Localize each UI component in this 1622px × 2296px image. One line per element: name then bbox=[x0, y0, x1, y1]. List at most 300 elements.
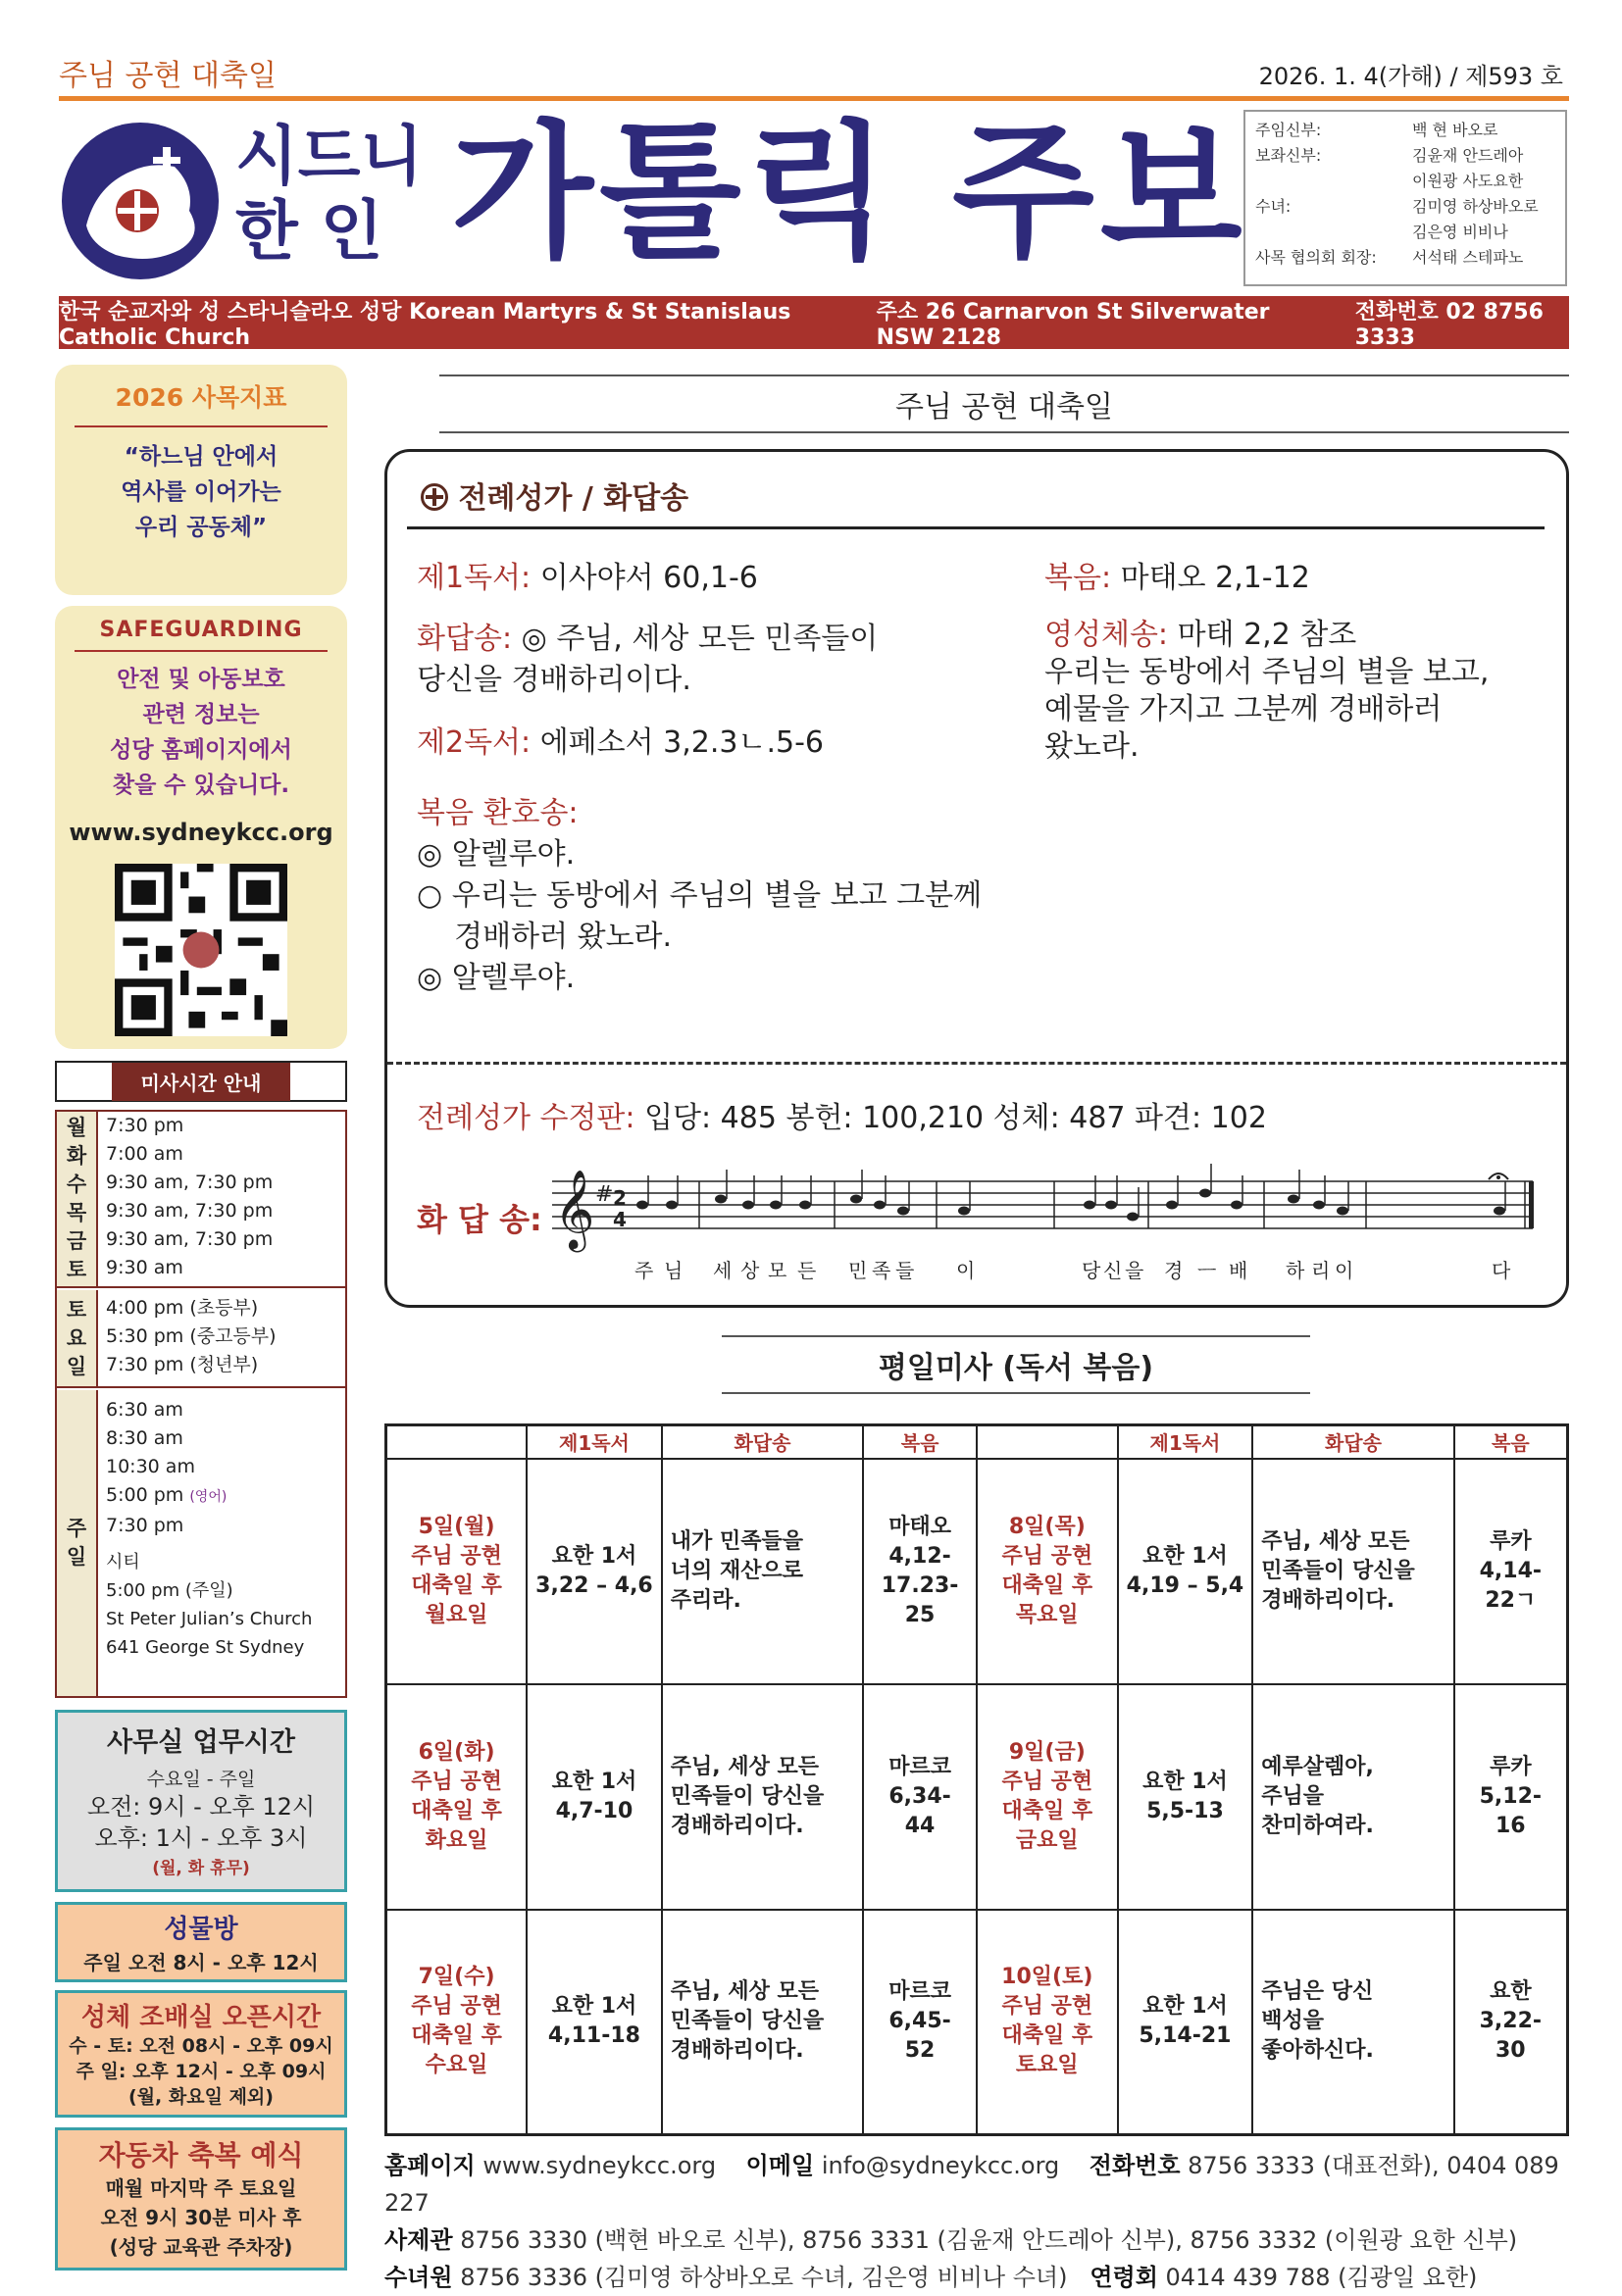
note bbox=[1166, 1201, 1178, 1210]
label: 제1독서: bbox=[417, 561, 532, 595]
church-address: 주소 26 Carnarvon St Silverwater NSW 2128 bbox=[876, 300, 1270, 350]
lyric-syllable: 하 bbox=[1286, 1259, 1305, 1282]
table-header-row bbox=[386, 1425, 1568, 1459]
lyric-syllable: 신 bbox=[1103, 1259, 1123, 1282]
col-header: 복음 bbox=[863, 1425, 977, 1459]
cell-line: 수요일 bbox=[425, 2053, 488, 2078]
adoration-title: 성체 조배실 오픈시간 bbox=[80, 2003, 322, 2032]
note bbox=[770, 1201, 782, 1210]
acc-line: ◎ 알렐루야. bbox=[417, 837, 576, 872]
value: 입당: 485 봉헌: 100,210 성체: 487 파견: 102 bbox=[644, 1101, 1267, 1135]
office-closed: (월, 화 휴무) bbox=[152, 1859, 250, 1878]
col-header: 제1독서 bbox=[1118, 1425, 1253, 1459]
adoration-line: (월, 화요일 제외) bbox=[128, 2086, 274, 2108]
psalm-cell bbox=[662, 1459, 863, 1684]
day-label: 토 bbox=[66, 1258, 87, 1281]
staff-role bbox=[1255, 169, 1412, 194]
value: 에페소서 3,2.3ㄴ.5-6 bbox=[539, 725, 824, 760]
cell-line: 주님 공현 bbox=[1001, 1769, 1093, 1794]
cell-line: 대축일 후 bbox=[411, 2023, 502, 2049]
mass-time: 4:00 pm (초등부) bbox=[106, 1297, 259, 1319]
cell-line: 7일(수) bbox=[418, 1965, 495, 1990]
mass-times-title: 미사시간 안내 bbox=[112, 1063, 291, 1101]
mass-time: 5:00 pm bbox=[106, 1484, 184, 1506]
cell-line: 주님, 세상 모든 bbox=[670, 1754, 819, 1779]
cell-line: 백성을 bbox=[1261, 2009, 1325, 2034]
cell-line: 경배하리이다. bbox=[1261, 1587, 1395, 1613]
psalm-cell bbox=[1252, 1459, 1453, 1684]
day-label: 목 bbox=[66, 1201, 87, 1224]
city-line: 시티 bbox=[106, 1552, 140, 1572]
cell-line: 4,14- bbox=[1479, 1558, 1543, 1583]
cell-line: 17.23- bbox=[881, 1572, 959, 1598]
church-name: 한국 순교자와 성 스타니슬라오 성당 Korean Martyrs & St Stanislaus Catholic Church bbox=[59, 300, 791, 350]
weekday-mass-title bbox=[722, 1335, 1310, 1394]
feast-title: 주님 공현 대축일 bbox=[59, 59, 277, 93]
staff-role bbox=[1255, 220, 1412, 245]
mass-time: 7:30 pm bbox=[106, 1115, 184, 1136]
issue-info: 2026. 1. 4(가해) / 제593 호 bbox=[1258, 63, 1563, 90]
svg-text:#: # bbox=[595, 1182, 614, 1207]
shop-box bbox=[55, 1902, 347, 1982]
cell-line: 주님, 세상 모든 bbox=[670, 1979, 819, 2005]
funeral-phone: 0414 439 788 (김광일 요한) bbox=[1165, 2264, 1478, 2291]
col-header: 제1독서 bbox=[527, 1425, 662, 1459]
title-line-1: 시드니 bbox=[235, 119, 424, 194]
car-line: 매월 마지막 주 토요일 bbox=[105, 2176, 297, 2200]
city-line: 641 George St Sydney bbox=[106, 1637, 305, 1658]
cell-line: 찬미하여라. bbox=[1261, 1813, 1374, 1838]
cell-line: 4,19 – 5,4 bbox=[1126, 1572, 1244, 1598]
cell-line: 내가 민족들을 bbox=[670, 1528, 803, 1554]
cell-line: 루카 bbox=[1490, 1754, 1532, 1779]
cell-line: 주님은 당신 bbox=[1261, 1979, 1374, 2005]
col-header: 화답송 bbox=[662, 1425, 863, 1459]
weekday-masses bbox=[57, 1112, 345, 1288]
staff-name: 서석태 스테파노 bbox=[1412, 248, 1524, 267]
mass-time: 6:30 am bbox=[106, 1399, 183, 1421]
liturgy-box bbox=[384, 449, 1569, 1308]
cell-line: 3,22 – 4,6 bbox=[535, 1572, 653, 1598]
reading-cell bbox=[1118, 1459, 1253, 1684]
qr-code[interactable] bbox=[115, 864, 287, 1036]
cell-line: 요한 1서 bbox=[551, 1769, 637, 1794]
day-label: 월 bbox=[66, 1116, 87, 1139]
first-reading bbox=[417, 558, 758, 599]
cell-line: 4,12- bbox=[888, 1543, 951, 1569]
psalm bbox=[417, 619, 878, 701]
weekday-readings-table bbox=[384, 1423, 1569, 2136]
label: 수녀원 bbox=[384, 2264, 453, 2291]
staff-name: 이원광 사도요한 bbox=[1412, 172, 1524, 190]
gospel-cell bbox=[863, 1910, 977, 2135]
safe-line: 찾을 수 있습니다. bbox=[112, 773, 290, 798]
psalm-cell bbox=[662, 1684, 863, 1910]
title-line-2: 한 인 bbox=[235, 193, 383, 269]
cell-line: 루카 bbox=[1490, 1528, 1532, 1554]
cell-line: 대축일 후 bbox=[1001, 1798, 1093, 1823]
day-labels bbox=[57, 1112, 98, 1286]
motto-line: “하느님 안에서 bbox=[124, 444, 279, 470]
car-blessing-box bbox=[55, 2127, 347, 2271]
cell-line: 4,11-18 bbox=[547, 2023, 640, 2049]
section-title bbox=[439, 374, 1569, 433]
label: 전례성가 수정판: bbox=[417, 1101, 635, 1135]
car-line: (성당 교육관 주차장) bbox=[109, 2235, 293, 2259]
day-label: 주 bbox=[66, 1517, 87, 1540]
time-list bbox=[98, 1390, 312, 1696]
cell-line: 주님을 bbox=[1261, 1783, 1325, 1809]
table-row bbox=[386, 1684, 1568, 1910]
footer-line-1 bbox=[384, 2147, 1581, 2221]
city-line: St Peter Julian’s Church bbox=[106, 1609, 313, 1629]
mass-time: 7:30 pm bbox=[106, 1515, 184, 1536]
cell-line: 44 bbox=[904, 1813, 936, 1838]
lyric-syllable: 다 bbox=[1492, 1259, 1511, 1282]
title-catholic-bulletin: 가톨릭 주보 bbox=[451, 108, 1248, 278]
cell-line: 예루살렘아, bbox=[1261, 1754, 1374, 1779]
note bbox=[897, 1207, 909, 1216]
office-hours-box bbox=[55, 1710, 347, 1892]
lyric-syllable: 리 bbox=[1311, 1259, 1331, 1282]
cell-line: 22ㄱ bbox=[1485, 1587, 1537, 1613]
section-title-text: 주님 공현 대축일 bbox=[895, 390, 1113, 424]
shop-title: 성물방 bbox=[164, 1915, 238, 1944]
note bbox=[1313, 1201, 1325, 1210]
office-pm: 오후: 1시 - 오후 3시 bbox=[94, 1824, 308, 1852]
comm-line: 우리는 동방에서 주님의 별을 보고, bbox=[1044, 655, 1490, 689]
cell-line: 좋아하신다. bbox=[1261, 2038, 1374, 2064]
day-label: 토 bbox=[66, 1297, 87, 1322]
cell-line: 6,45- bbox=[888, 2009, 951, 2034]
shop-time: 주일 오전 8시 - 오후 12시 bbox=[83, 1951, 319, 1974]
cell-line: 4,7-10 bbox=[555, 1798, 634, 1823]
motto-text bbox=[55, 439, 347, 545]
note bbox=[1337, 1207, 1348, 1216]
car-blessing-title: 자동차 축복 예식 bbox=[98, 2139, 304, 2171]
svg-text:𝄞: 𝄞 bbox=[554, 1169, 595, 1249]
label: 복음 환호송: bbox=[417, 796, 579, 830]
time-list bbox=[98, 1112, 273, 1286]
staff-name: 김은영 비비나 bbox=[1412, 223, 1508, 241]
note bbox=[636, 1201, 648, 1210]
cell-line: 대축일 후 bbox=[411, 1572, 502, 1598]
cell-line: 경배하리이다. bbox=[670, 1813, 804, 1838]
adoration-line: 수 - 토: 오전 08시 - 오후 09시 bbox=[69, 2035, 333, 2057]
footer-line-3 bbox=[384, 2259, 1581, 2296]
lyric-syllable: 을 bbox=[1125, 1259, 1144, 1282]
table-row bbox=[386, 1910, 1568, 2135]
day-label: 요 bbox=[66, 1325, 87, 1350]
lyric-syllable: 주 bbox=[634, 1259, 654, 1282]
cell-line: 30 bbox=[1495, 2038, 1526, 2064]
divider bbox=[387, 1062, 1566, 1065]
mass-time: 10:30 am bbox=[106, 1456, 195, 1477]
acc-line: 경배하러 왔노라. bbox=[417, 920, 673, 954]
gospel bbox=[1044, 558, 1310, 599]
cross-icon bbox=[421, 483, 448, 511]
gospel-cell bbox=[1454, 1459, 1568, 1684]
cell-line: 주님 공현 bbox=[411, 1769, 502, 1794]
cell-line: 9일(금) bbox=[1008, 1739, 1086, 1765]
cell-line: 민족들이 당신을 bbox=[1261, 1558, 1415, 1583]
note bbox=[666, 1201, 678, 1210]
divider bbox=[407, 526, 1545, 529]
lyric-syllable: 모 bbox=[768, 1259, 787, 1282]
day-label: 금 bbox=[66, 1229, 87, 1253]
rectory-phones: 8756 3330 (백현 바오로 신부), 8756 3331 (김윤재 안드레아 신부), 8756 3332 (이원광 요한 신부) bbox=[460, 2226, 1518, 2254]
col-header: 복음 bbox=[1454, 1425, 1568, 1459]
mass-time: 9:30 am, 7:30 pm bbox=[106, 1200, 274, 1222]
cell-line: 주님 공현 bbox=[411, 1543, 502, 1569]
mass-times-table bbox=[55, 1110, 347, 1698]
svg-text:2: 2 bbox=[613, 1186, 627, 1210]
cell-line: 마태오 bbox=[888, 1514, 951, 1539]
cell-line: 화요일 bbox=[425, 1827, 488, 1853]
city-line: 5:00 pm (주일) bbox=[106, 1580, 233, 1601]
car-line: 오전 9시 30분 미사 후 bbox=[100, 2206, 302, 2229]
day-cell bbox=[977, 1459, 1118, 1684]
cell-line: 너의 재산으로 bbox=[670, 1558, 803, 1583]
day-cell bbox=[386, 1459, 528, 1684]
label: 전화번호 bbox=[1089, 2152, 1181, 2179]
note bbox=[1288, 1195, 1299, 1204]
mass-time: 7:00 am bbox=[106, 1143, 183, 1165]
safe-line: 성당 홈페이지에서 bbox=[110, 737, 292, 763]
header-rule bbox=[59, 96, 1569, 101]
day-labels bbox=[57, 1390, 98, 1696]
note bbox=[1127, 1213, 1139, 1222]
label: 연령회 bbox=[1090, 2264, 1158, 2291]
lyric-syllable: 세 bbox=[713, 1259, 733, 1282]
liturgy-heading-text: 전례성가 / 화답송 bbox=[458, 481, 689, 516]
note bbox=[1231, 1201, 1242, 1210]
cell-line: 대축일 후 bbox=[1001, 1572, 1093, 1598]
label: 제2독서: bbox=[417, 725, 532, 760]
church-banner bbox=[59, 296, 1569, 349]
office-days: 수요일 - 주일 bbox=[146, 1769, 256, 1790]
cell-line: 16 bbox=[1495, 1813, 1526, 1838]
mass-time: 9:30 am, 7:30 pm bbox=[106, 1228, 274, 1250]
cell-line: 요한 1서 bbox=[1142, 1769, 1228, 1794]
homepage-link[interactable]: www.sydneykcc.org bbox=[482, 2152, 717, 2179]
hymn-numbers bbox=[417, 1093, 1267, 1136]
cell-line: 5,5-13 bbox=[1146, 1798, 1224, 1823]
day-label: 일 bbox=[66, 1354, 87, 1378]
col-header bbox=[977, 1425, 1118, 1459]
lyric-syllable: 님 bbox=[664, 1259, 684, 1282]
mass-times-header bbox=[55, 1061, 347, 1102]
city-mass bbox=[106, 1548, 312, 1662]
mass-time: 9:30 am, 7:30 pm bbox=[106, 1172, 274, 1193]
pastoral-motto-box bbox=[55, 365, 347, 595]
day-cell bbox=[977, 1910, 1118, 2135]
reading-cell bbox=[1118, 1910, 1253, 2135]
staff-name: 김윤재 안드레아 bbox=[1412, 146, 1524, 165]
phone-numbers: 8756 3333 (대표전화), 0404 089 227 bbox=[384, 2152, 1559, 2217]
day-cell bbox=[977, 1684, 1118, 1910]
cell-line: 대축일 후 bbox=[411, 1798, 502, 1823]
cell-line: 8일(목) bbox=[1008, 1514, 1086, 1539]
day-label: 수 bbox=[66, 1173, 87, 1196]
cell-line: 주님 공현 bbox=[411, 1994, 502, 2020]
motto-line: 역사를 이어가는 bbox=[121, 479, 281, 505]
sunday-masses bbox=[57, 1390, 345, 1696]
gospel-cell bbox=[863, 1459, 977, 1684]
safeguarding-title: SAFEGUARDING bbox=[99, 618, 303, 642]
cell-line: 52 bbox=[904, 2038, 936, 2064]
cell-line: 5,14-21 bbox=[1139, 2023, 1232, 2049]
cell-line: 목요일 bbox=[1015, 1602, 1079, 1627]
value: 당신을 경배하리이다. bbox=[417, 663, 691, 697]
lyric-syllable: 당 bbox=[1082, 1259, 1101, 1282]
lyric-syllable: 경 bbox=[1164, 1259, 1184, 1282]
cell-line: 요한 1서 bbox=[1142, 1994, 1228, 2020]
reading-cell bbox=[1118, 1684, 1253, 1910]
safe-line: 안전 및 아동보호 bbox=[117, 667, 285, 692]
staff-role: 주임신부: bbox=[1255, 121, 1322, 139]
saturday-masses bbox=[57, 1290, 345, 1388]
psalm-cell bbox=[662, 1910, 863, 2135]
lyric-syllable: 족 bbox=[872, 1259, 891, 1282]
lyric-syllable: ㅡ bbox=[1197, 1259, 1217, 1282]
cell-line: 대축일 후 bbox=[1001, 2023, 1093, 2049]
convent-phones: 8756 3336 (김미영 하상바오로 수녀, 김은영 비비나 수녀) bbox=[460, 2264, 1068, 2291]
title-sydney-korean bbox=[235, 120, 423, 269]
cell-line: 25 bbox=[904, 1602, 936, 1627]
acc-line: ○ 우리는 동방에서 주님의 별을 보고 그분께 bbox=[417, 878, 983, 913]
reading-cell bbox=[527, 1910, 662, 2135]
mass-time: 7:30 pm (청년부) bbox=[106, 1354, 259, 1375]
comm-line: 왔노라. bbox=[1044, 729, 1140, 764]
label: 복음: bbox=[1044, 561, 1112, 595]
gospel-cell bbox=[1454, 1684, 1568, 1910]
lyric-syllable: 배 bbox=[1229, 1259, 1248, 1282]
time-list bbox=[98, 1290, 277, 1386]
comm-line: 예물을 가지고 그분께 경배하러 bbox=[1044, 692, 1443, 726]
safeguarding-text bbox=[55, 662, 347, 803]
second-reading bbox=[417, 723, 824, 764]
label: 영성체송: bbox=[1044, 618, 1169, 652]
adoration-box bbox=[55, 1990, 347, 2118]
mass-time-english bbox=[106, 1481, 312, 1512]
cell-line: 요한 1서 bbox=[1142, 1543, 1228, 1569]
cell-line: 요한 1서 bbox=[551, 1543, 637, 1569]
liturgy-heading bbox=[421, 474, 688, 517]
adoration-line: 주 일: 오후 12시 - 오후 09시 bbox=[76, 2061, 327, 2082]
label: 화답송: bbox=[417, 622, 513, 656]
mass-time: 5:30 pm (중고등부) bbox=[106, 1325, 277, 1347]
day-cell bbox=[386, 1684, 528, 1910]
cell-line: 경배하리이다. bbox=[670, 2038, 804, 2064]
acc-line: ◎ 알렐루야. bbox=[417, 961, 576, 995]
note bbox=[742, 1201, 754, 1210]
cell-line: 6일(화) bbox=[418, 1739, 495, 1765]
staff-list bbox=[1243, 110, 1567, 286]
responsorial-label: 화 답 송: bbox=[417, 1201, 542, 1238]
value: 마태 2,2 참조 bbox=[1177, 618, 1357, 652]
cell-line: 주님 공현 bbox=[1001, 1543, 1093, 1569]
staff-role: 수녀: bbox=[1255, 197, 1292, 216]
staff-name: 김미영 하상바오로 bbox=[1412, 197, 1539, 216]
note bbox=[850, 1195, 862, 1204]
website-link[interactable]: www.sydneykcc.org bbox=[69, 819, 333, 846]
cell-line: 5일(월) bbox=[418, 1514, 495, 1539]
office-title: 사무실 업무시간 bbox=[107, 1727, 295, 1758]
cell-line: 주님 공현 bbox=[1001, 1994, 1093, 2020]
day-label: 일 bbox=[66, 1545, 87, 1569]
mass-time: 9:30 am bbox=[106, 1257, 183, 1278]
contact-footer bbox=[384, 2147, 1581, 2296]
email-link[interactable]: info@sydneykcc.org bbox=[821, 2152, 1060, 2179]
table-row bbox=[386, 1459, 1568, 1684]
lyric-syllable: 들 bbox=[895, 1259, 915, 1282]
lyric-syllable: 이 bbox=[1335, 1259, 1354, 1282]
lyric-syllable: 상 bbox=[740, 1259, 760, 1282]
gospel-acclamation bbox=[417, 793, 982, 999]
psalm-cell bbox=[1252, 1910, 1453, 2135]
cell-line: 마르코 bbox=[888, 1754, 951, 1779]
staff-role: 사목 협의회 회장: bbox=[1255, 248, 1377, 267]
communion-antiphon bbox=[1044, 617, 1489, 766]
col-header bbox=[386, 1425, 528, 1459]
day-label: 화 bbox=[66, 1144, 87, 1168]
gospel-cell bbox=[863, 1684, 977, 1910]
day-labels bbox=[57, 1290, 98, 1386]
cell-line: 6,34- bbox=[888, 1783, 951, 1809]
divider bbox=[75, 650, 328, 652]
cell-line: 5,12- bbox=[1479, 1783, 1543, 1809]
motto-title: 2026 사목지표 bbox=[115, 383, 287, 412]
day-cell bbox=[386, 1910, 528, 2135]
note bbox=[1199, 1189, 1211, 1198]
lyric-syllable: 이 bbox=[956, 1259, 976, 1282]
value: ◎ 주님, 세상 모든 민족들이 bbox=[521, 622, 879, 656]
office-am: 오전: 9시 - 오후 12시 bbox=[86, 1793, 316, 1821]
english-tag: (영어) bbox=[189, 1489, 228, 1505]
label: 사제관 bbox=[384, 2226, 453, 2254]
label: 홈페이지 bbox=[384, 2152, 476, 2179]
cell-line: 월요일 bbox=[425, 1602, 488, 1627]
cell-line: 금요일 bbox=[1015, 1827, 1079, 1853]
note bbox=[799, 1201, 811, 1210]
reading-cell bbox=[527, 1459, 662, 1684]
note bbox=[874, 1201, 886, 1210]
church-phone: 전화번호 02 8756 3333 bbox=[1354, 300, 1544, 350]
cell-line: 민족들이 당신을 bbox=[670, 1783, 825, 1809]
safe-line: 관련 정보는 bbox=[142, 702, 260, 727]
note bbox=[1084, 1201, 1095, 1210]
cell-line: 요한 bbox=[1490, 1979, 1532, 2005]
value: 이사야서 60,1-6 bbox=[539, 561, 758, 595]
note bbox=[958, 1207, 970, 1216]
note bbox=[1494, 1207, 1505, 1216]
staff-role: 보좌신부: bbox=[1255, 146, 1322, 165]
col-header: 화답송 bbox=[1252, 1425, 1453, 1459]
divider bbox=[75, 425, 328, 427]
staff-name: 백 현 바오로 bbox=[1412, 121, 1498, 139]
note bbox=[1105, 1201, 1117, 1210]
lyric-syllable: 든 bbox=[797, 1259, 817, 1282]
mass-time: 8:30 am bbox=[106, 1427, 183, 1449]
psalm-cell bbox=[1252, 1684, 1453, 1910]
lyric-syllable: 민 bbox=[848, 1259, 868, 1282]
cell-line: 민족들이 당신을 bbox=[670, 2009, 825, 2034]
cell-line: 요한 1서 bbox=[551, 1994, 637, 2020]
cell-line: 주리라. bbox=[670, 1587, 741, 1613]
note bbox=[715, 1195, 727, 1204]
cell-line: 토요일 bbox=[1015, 2053, 1079, 2078]
